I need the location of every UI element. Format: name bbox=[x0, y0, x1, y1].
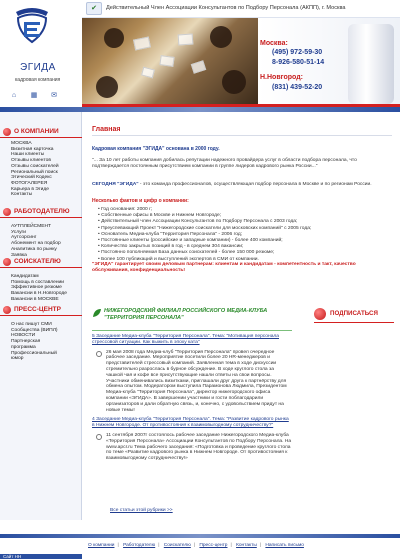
footer-nav bbox=[88, 543, 307, 548]
quote-text: "... За 10 лет работы компания добилась репутации надежного провайдера услуг в области подбора персонала, что подтверждается постоянным присутствием компании в группе лидеров кадрового рынка России..." bbox=[92, 158, 357, 169]
fact-item: • Более 100 публикаций и выступлений экспертов в СМИ от компании. bbox=[98, 257, 388, 263]
sidebar-item-client-reviews[interactable]: Отзывы клиентов bbox=[11, 158, 51, 164]
today-lead: СЕГОДНЯ "ЭГИДА" bbox=[92, 182, 139, 187]
bullet-icon bbox=[3, 128, 11, 136]
footer-separator: | bbox=[158, 543, 160, 548]
bullet-icon bbox=[3, 258, 11, 266]
egida-logo-icon bbox=[10, 6, 54, 46]
sidebar-item-outsourcing[interactable]: Аутсорсинг bbox=[11, 235, 37, 241]
fact-item: • Действительный член Ассоциации Консультантов по Подбору Персонала с 2003 года; bbox=[98, 219, 388, 225]
sidebar-item-analytics[interactable]: Аналитика по рынку bbox=[11, 246, 57, 252]
sidebar-section-title: СОИСКАТЕЛЮ bbox=[14, 258, 61, 265]
nn-label: Н.Новгород: bbox=[260, 74, 303, 81]
footer-link-press[interactable]: Пресс-центр bbox=[199, 543, 228, 548]
sidebar-item-partner-cont[interactable]: программа bbox=[11, 344, 36, 350]
sidebar-item-request[interactable]: Заявка bbox=[11, 252, 27, 258]
sidebar-item-photos[interactable]: ФОТОГАЛЕРЕЯ bbox=[11, 180, 48, 186]
sidebar-item-contacts[interactable]: Контакты bbox=[11, 192, 33, 198]
sidebar-item-partner[interactable]: Партнерская bbox=[11, 339, 41, 345]
sidebar-item-media[interactable]: О нас пишут СМИ bbox=[11, 322, 52, 327]
footer-separator: | bbox=[230, 543, 232, 548]
today-text bbox=[92, 182, 392, 188]
sidebar-section-header[interactable] bbox=[0, 126, 82, 138]
footer bbox=[0, 520, 400, 559]
footer-site-bar bbox=[0, 554, 82, 559]
bullet-icon bbox=[3, 306, 11, 314]
subscribe-block bbox=[314, 308, 394, 528]
sidebar-section-title: О КОМПАНИИ bbox=[14, 128, 59, 135]
home-icon[interactable]: ⌂ bbox=[11, 92, 17, 99]
facts-list bbox=[98, 207, 388, 263]
sidebar-section-company bbox=[0, 126, 82, 198]
sidebar-list bbox=[0, 268, 82, 303]
sidebar-section-header[interactable] bbox=[0, 256, 82, 268]
sidebar-item-humor[interactable]: Профессиональный bbox=[11, 350, 57, 356]
subscribe-divider bbox=[314, 322, 394, 323]
mail-icon[interactable]: ✉ bbox=[51, 92, 57, 99]
main-content bbox=[82, 112, 400, 537]
association-logo-icon[interactable]: ✔ bbox=[86, 2, 102, 15]
sidebar-list bbox=[0, 218, 82, 258]
moscow-label: Москва: bbox=[260, 40, 288, 47]
site-tag[interactable]: Сайт НН bbox=[3, 554, 22, 559]
moscow-phone-2: 8-926-580-51-14 bbox=[272, 59, 325, 66]
sidebar-item-subscription[interactable]: Абонемент на подбор bbox=[11, 241, 61, 247]
sidebar-section-seeker bbox=[0, 256, 82, 303]
facts-title: Несколько фактов и цифр о компании: bbox=[92, 198, 189, 204]
sidebar-list bbox=[0, 138, 82, 198]
news-link-1[interactable]: 5 Заседание Медиа-клуба "Территория Персонала". Тема: "Мотивация персонала стрессовой ситуации. Как выжить в эпоху ката" bbox=[92, 334, 280, 345]
sidebar-item-seeker-reviews[interactable]: Отзывы соискателей bbox=[11, 163, 59, 169]
footer-link-seeker[interactable]: Соискателю bbox=[163, 543, 191, 548]
news-body-1 bbox=[92, 350, 292, 414]
fact-item: • Постоянные клиенты (российские и западные компании) - более 400 компаний; bbox=[98, 238, 388, 244]
sidebar-item-moscow[interactable]: МОСКВА bbox=[11, 141, 32, 146]
fact-item: • Год основания: 2000 г; bbox=[98, 207, 388, 213]
today-rest: - это команда профессионалов, осуществляющая подбор персонала в Москве и по регионам России. bbox=[138, 182, 372, 187]
sidebar-item-card[interactable]: Визитная карточка bbox=[11, 146, 54, 152]
sidebar-item-cv-help[interactable]: Помощь в составлении bbox=[11, 279, 64, 285]
sidebar-section-header[interactable] bbox=[0, 206, 82, 218]
intro-text: Кадровая компания "ЭГИДА" основана в 2000 году. bbox=[92, 146, 220, 152]
association-text[interactable]: Действительный Член Ассоциации Консультантов по Подбору Персонала (АКПП), г. Москва bbox=[106, 5, 346, 11]
scroll-decoration bbox=[348, 24, 394, 104]
news-bullet-icon bbox=[96, 351, 102, 357]
sidebar-section-press bbox=[0, 304, 82, 362]
nn-phone: (831) 439-52-20 bbox=[272, 84, 323, 91]
brand-subtitle: кадровая компания bbox=[15, 77, 61, 83]
association-bar bbox=[82, 0, 400, 18]
news-body-2 bbox=[92, 433, 292, 462]
footer-separator: | bbox=[259, 543, 262, 548]
moscow-phone-1: (495) 972-59-30 bbox=[272, 49, 323, 56]
sidebar-item-outplacement[interactable]: АУТПЛЕЙСМЕНТ bbox=[11, 224, 51, 229]
footer-link-employer[interactable]: Работодателю bbox=[123, 543, 156, 548]
fact-item: • Собственные офисы в Москве и Нижнем Новгороде; bbox=[98, 213, 388, 219]
sidebar-item-candidates[interactable]: Кандидатам bbox=[11, 274, 39, 279]
footer-link-company[interactable]: О компании bbox=[88, 543, 115, 548]
header-contacts bbox=[258, 18, 400, 106]
sidebar-section-employer bbox=[0, 206, 82, 258]
sidebar-item-services[interactable]: Услуги bbox=[11, 229, 27, 235]
all-articles-link[interactable]: Все статьи этой рубрики >> bbox=[110, 508, 173, 513]
sidebar-item-ethics[interactable]: Этический Кодекс bbox=[11, 175, 52, 181]
sidebar-item-humor-cont[interactable]: юмор bbox=[11, 356, 24, 362]
footer-link-write[interactable]: Написать письмо bbox=[265, 543, 304, 548]
sitemap-icon[interactable]: ▦ bbox=[30, 92, 38, 99]
footer-separator: | bbox=[117, 543, 119, 548]
news-link-2[interactable]: 4 Заседание Медиа-клуба "Территория Персонала". Тема: "Развитие кадрового рынка в Нижнем Новгороде. От противостояния к взаимовыгодному сотрудничеству?" bbox=[92, 417, 289, 429]
leaf-icon bbox=[92, 308, 102, 318]
fact-item: • Преуспевающий Проект "Нижегородские соискатели для московских компаний" с 2005 года; bbox=[98, 226, 388, 232]
fact-item: • Основатель Медиа-клуба "Территория Персонала" - 2006 год; bbox=[98, 232, 388, 238]
news-bullet-icon bbox=[96, 434, 102, 440]
header-photo bbox=[82, 18, 258, 106]
sidebar-item-vacancies-moscow[interactable]: Вакансии в МОСКВЕ bbox=[11, 296, 59, 302]
sidebar-item-regional[interactable]: Региональный поиск bbox=[11, 169, 58, 175]
subscribe-title[interactable]: ПОДПИСАТЬСЯ bbox=[330, 310, 378, 317]
sidebar-item-news[interactable]: НОВОСТИ bbox=[11, 333, 36, 339]
subscribe-bullet-icon bbox=[314, 308, 326, 320]
quick-icons bbox=[10, 92, 80, 102]
title-divider bbox=[92, 135, 392, 136]
sidebar-item-clients[interactable]: Наши клиенты bbox=[11, 152, 45, 158]
logo-area[interactable] bbox=[0, 0, 82, 106]
sidebar-list bbox=[0, 316, 82, 362]
sidebar-item-career[interactable]: Карьера в Эгиде bbox=[11, 186, 49, 192]
sidebar-section-header[interactable] bbox=[0, 304, 82, 316]
page-title: Главная bbox=[92, 126, 121, 133]
news-heading: НИЖЕГОРОДСКИЙ ФИЛИАЛ РОССИЙСКОГО МЕДИА-КЛУБА "ТЕРРИТОРИЯ ПЕРСОНАЛА" bbox=[104, 308, 268, 321]
bullet-icon bbox=[3, 208, 11, 216]
news-body-text: 26 мая 2008 года Медиа-клуб "Территория Персонала" провел очередное рабочее заседание. Мероприятие посетили более 20 HR-менеджеров и представителей стрессовый компаний. Заявленная тема в ходе дискуссии стремительно разрослась в бурное обсуждение. В ходе круглого стола за чашкой чая и кофе все присутствующие нашли ответы на свои вопросы. Участники обменивались визитками, приглашали друг друга к партнёрству для обмена опытом. Модератором выступила Парамонова Людмила, Президентом Медиа-клуба "Территория Персонала", директор нижегородского офиса компании «ЭГИДА». В завершении участники и гости поблагодарили организаторов и дали обратную связь, и, конечно, с удовольствием придут на новые темы! bbox=[106, 349, 287, 413]
sidebar-item-vacancies-nn[interactable]: Вакансии в Н.Новгороде bbox=[11, 291, 67, 297]
news-list bbox=[92, 334, 292, 462]
footer-separator: | bbox=[193, 543, 196, 548]
sidebar-section-title: ПРЕСС-ЦЕНТР bbox=[14, 306, 61, 313]
footer-stripe bbox=[0, 534, 400, 538]
fact-item: • Постоянно пополняемая База данных соискателей - более 150 000 резюме; bbox=[98, 250, 388, 256]
news-body-text: 11 сентября 2007г состоялось рабочее заседание Нижегородского Медиа-клуба «Территория Персонала» Ассоциации Консультантов по Подбору Персонала. На www.apcr.ru Тема рабочего заседания: «Подготовка и проведение круглого стола по теме «Развитие кадрового рынка в Нижнем Новгороде. От противостояния к взаимовыгодному сотрудничеству!» bbox=[106, 432, 292, 462]
sidebar-item-effective-cv[interactable]: Эффективное резюме bbox=[11, 285, 62, 291]
fact-item: • Количество закрытых позиций в год - в среднем 304 вакансии; bbox=[98, 244, 388, 250]
guarantee-text: "ЭГИДА" гарантирует своим деловым партнерам: клиентам и кандидатам - компетентность и такт, качество обслуживания, конфиденциальность! bbox=[92, 262, 356, 273]
sidebar bbox=[0, 112, 82, 537]
footer-link-contacts[interactable]: Контакты bbox=[236, 543, 257, 548]
news-divider bbox=[92, 330, 292, 331]
brand-name: ЭГИДА bbox=[20, 62, 56, 73]
sidebar-section-title: РАБОТОДАТЕЛЮ bbox=[14, 208, 70, 215]
sidebar-item-community[interactable]: Сообщества (ВИПЛ) bbox=[11, 327, 58, 333]
